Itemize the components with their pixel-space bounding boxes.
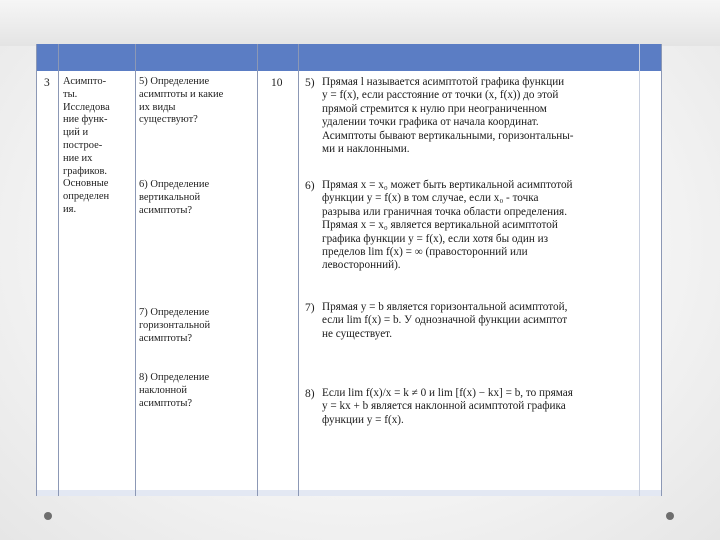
column-divider [58, 44, 59, 496]
answer-5-number: 5) [305, 77, 315, 89]
answer-7: Прямая y = b является горизонтальной асимптотой, если lim f(x) = b. У однозначной функции асимптот не существует. [322, 301, 568, 340]
table-header-row [36, 44, 662, 71]
question-5: 5) Определение асимптоты и какие их виды существуют? [139, 76, 224, 126]
points-cell: 10 [271, 77, 283, 89]
bullet-dot-left [44, 512, 52, 520]
answer-7-number: 7) [305, 302, 315, 314]
row-number: 3 [44, 77, 50, 89]
topic-cell: Асимпто- ты. Исследова ние функ- ций и построе- ние их графиков. Основные определен ия. [63, 76, 110, 215]
question-6: 6) Определение вертикальной асимптоты? [139, 179, 210, 216]
answer-6: Прямая x = x₀ может быть вертикальной асимптотой функции y = f(x) в том случае, если x₀ - точка разрыва или граничная точка области определения. Прямая x = x₀ является вертикальной асимптотой графика функции y = f(x), если хотя бы один из пределов lim f(x) = ∞ (правосторонний или левосторонний). [322, 179, 573, 272]
answer-8: Если lim f(x)/x = k ≠ 0 и lim [f(x) − kx] = b, то прямая y = kx + b является наклонной асимптотой графика функции y = f(x). [322, 387, 573, 426]
table-bottom-strip [36, 490, 662, 496]
column-divider [639, 44, 640, 496]
answer-5: Прямая l называется асимптотой графика функции y = f(x), если расстояние от точки (x, f(x)) до этой прямой стремится к нулю при неограниченном удалении точки графика от начала координат. Асимптоты бывают вертикальными, горизонтальны- ми и наклонными. [322, 76, 574, 156]
answer-8-number: 8) [305, 388, 315, 400]
answer-6-number: 6) [305, 180, 315, 192]
column-divider [135, 44, 136, 496]
lesson-table [36, 44, 662, 496]
column-divider [298, 44, 299, 496]
column-divider [661, 44, 662, 496]
column-divider [36, 44, 37, 496]
top-frame [0, 0, 720, 46]
question-8: 8) Определение наклонной асимптоты? [139, 372, 210, 409]
bullet-dot-right [666, 512, 674, 520]
question-7: 7) Определение горизонтальной асимптоты? [139, 307, 211, 344]
column-divider [257, 44, 258, 496]
